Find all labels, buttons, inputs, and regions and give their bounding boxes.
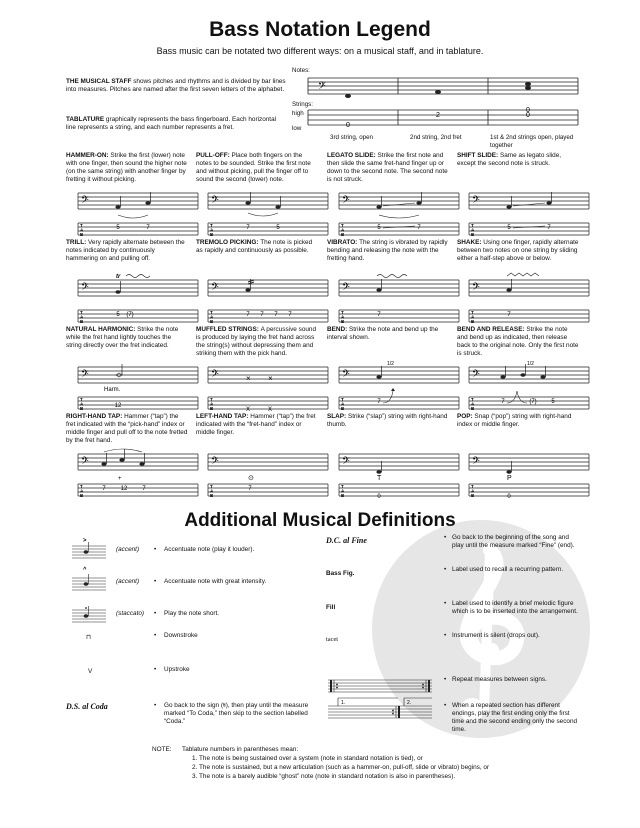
technique-description [196, 413, 318, 437]
svg-text:⊙: ⊙ [248, 475, 254, 482]
svg-text:T: T [80, 223, 83, 228]
svg-text:7: 7 [260, 312, 264, 318]
svg-text:X: X [245, 407, 251, 413]
svg-text:12: 12 [114, 403, 122, 409]
svg-text:0: 0 [526, 107, 530, 114]
technique-example-staff [78, 363, 203, 415]
svg-text:1.: 1. [341, 700, 346, 706]
technique-description [327, 152, 449, 184]
svg-text:B: B [471, 493, 475, 498]
svg-text:B: B [80, 232, 84, 237]
technique-text: Hammer (“tap”) the fret indicated with the “fret-hand” index or middle finger. [196, 413, 316, 436]
technique-example-staff [208, 276, 333, 328]
technique-label: SHAKE: [457, 239, 484, 246]
technique-description [457, 326, 579, 358]
svg-text:0: 0 [507, 494, 511, 500]
technique-description [327, 413, 449, 429]
technique-label: NATURAL HARMONIC: [66, 326, 138, 333]
bullet: • [444, 600, 447, 607]
definition-symbol-staff [72, 604, 112, 628]
definition-description: Label used to recall a recurring pattern. [452, 566, 564, 573]
definition-symbol-staff [72, 540, 112, 564]
svg-text:A: A [471, 401, 475, 407]
technique-label: RIGHT-HAND TAP: [66, 413, 125, 420]
svg-text:𝄢: 𝄢 [472, 455, 480, 469]
definition-description: Accentuate note with great intensity. [164, 578, 267, 585]
definition-description: When a repeated section has different endings, play the first ending only the first time and the second ending only the second time. [452, 702, 578, 733]
svg-text:7: 7 [102, 486, 106, 492]
svg-text:𝄢: 𝄢 [81, 281, 89, 295]
tablature-description [66, 116, 286, 132]
definition-term: D.C. al Fine [326, 536, 367, 545]
bullet: • [444, 534, 447, 541]
svg-text:T: T [210, 397, 213, 402]
technique-text: Using one finger, rapidly alternate between two notes on one string by sliding either a half-step above or below. [457, 239, 579, 262]
definition-term: D.S. al Coda [66, 702, 108, 711]
technique-description [66, 152, 188, 184]
svg-text:+: + [118, 476, 122, 482]
technique-label: BEND: [327, 326, 350, 333]
svg-text:A: A [471, 314, 475, 320]
svg-text:B: B [80, 493, 84, 498]
bullet: • [444, 676, 447, 683]
svg-text:B: B [210, 406, 214, 411]
high-label: high [292, 110, 304, 117]
svg-text:T: T [210, 223, 213, 228]
definition-term: tacet [326, 636, 339, 643]
svg-text:𝄢: 𝄢 [472, 368, 480, 382]
technique-description [457, 152, 579, 168]
svg-text:B: B [210, 493, 214, 498]
svg-text:T: T [471, 310, 474, 315]
bullet: • [154, 632, 157, 639]
svg-text:B: B [80, 406, 84, 411]
technique-example-staff [208, 450, 333, 502]
definition-description: Play the note short. [164, 610, 220, 617]
definition-description: Upstroke [164, 666, 190, 673]
definition-term: (accent) [116, 546, 140, 553]
caption-3rd-string: 3rd string, open [330, 134, 373, 141]
upstroke-icon: V [88, 668, 93, 675]
intro-tab-0: 0 [346, 122, 350, 129]
definition-description: Go back to the sign (𝄋), then play until the measure marked “To Coda,” then skip to the section labelled “Coda.” [164, 702, 309, 725]
strings-label: Strings: [292, 101, 313, 108]
svg-text:(7): (7) [529, 399, 537, 405]
technique-label: SLAP: [327, 413, 348, 420]
technique-text: The note is picked as rapidly and continuously as possible. [196, 239, 313, 254]
bullet: • [444, 632, 447, 639]
intro-staff-diagram [308, 74, 583, 134]
svg-text:1/2: 1/2 [387, 361, 394, 367]
svg-text:7: 7 [377, 399, 381, 405]
definition-term: Bass Fig. [326, 570, 355, 577]
technique-example-staff [469, 189, 594, 241]
technique-description [66, 239, 188, 263]
intro-tab-2: 2 [436, 112, 440, 119]
svg-text:𝄢: 𝄢 [342, 194, 350, 208]
svg-text:T: T [471, 397, 474, 402]
technique-label: TREMOLO PICKING: [196, 239, 261, 246]
technique-label: MUFFLED STRINGS: [196, 326, 261, 333]
technique-text: Strike the first note and then slide the same fret-hand finger up or down to the second note. The second note is not struck. [327, 152, 448, 183]
svg-text:𝄢: 𝄢 [342, 455, 350, 469]
technique-example-staff [78, 450, 203, 502]
svg-text:>: > [83, 538, 87, 544]
note-item-3: 3. The note is a barely audible “ghost” note (note in standard notation is also in parentheses). [192, 773, 456, 780]
svg-text:5: 5 [507, 225, 511, 231]
bullet: • [444, 566, 447, 573]
technique-example-staff [469, 363, 594, 415]
technique-example-staff [339, 276, 464, 328]
technique-description [66, 326, 188, 350]
notes-label: Notes: [292, 67, 310, 74]
svg-text:A: A [210, 488, 214, 494]
technique-label: PULL-OFF: [196, 152, 232, 159]
svg-text:P: P [507, 475, 512, 482]
svg-text:T: T [80, 397, 83, 402]
technique-label: HAMMER-ON: [66, 152, 111, 159]
technique-text: Strike the first (lower) note with one finger, then sound the higher note (on the same string) with another finger by fretting it without picking. [66, 152, 187, 183]
svg-text:T: T [80, 310, 83, 315]
svg-text:7: 7 [288, 312, 292, 318]
svg-text:7: 7 [146, 225, 150, 231]
technique-example-staff [339, 363, 464, 415]
endings-staff [328, 700, 438, 722]
svg-text:1/2: 1/2 [527, 361, 534, 367]
technique-description [196, 326, 318, 358]
svg-text:A: A [341, 488, 345, 494]
svg-text:7: 7 [417, 225, 421, 231]
svg-text:T: T [341, 397, 344, 402]
svg-text:𝄢: 𝄢 [81, 194, 89, 208]
definition-term: Fill [326, 604, 336, 611]
svg-text:12: 12 [120, 486, 128, 492]
svg-text:T: T [80, 484, 83, 489]
technique-label: LEGATO SLIDE: [327, 152, 378, 159]
svg-text:B: B [471, 406, 475, 411]
caption-2nd-string: 2nd string, 2nd fret [410, 134, 462, 141]
technique-description [196, 239, 318, 255]
svg-text:7: 7 [246, 312, 250, 318]
technique-text: A percussive sound is produced by laying the fret hand across the string(s) without depressing them and striking them with the pick hand. [196, 326, 317, 357]
technique-description [196, 152, 318, 184]
technique-label: BEND AND RELEASE: [457, 326, 527, 333]
svg-text:5: 5 [276, 225, 280, 231]
svg-text:𝄢: 𝄢 [81, 368, 89, 382]
definition-description: Label used to identify a brief melodic figure which is to be inserted into the arrangement. [452, 600, 578, 615]
note-label: NOTE: [152, 746, 172, 753]
svg-text:7: 7 [507, 312, 511, 318]
technique-example-staff [208, 189, 333, 241]
svg-text:B: B [341, 406, 345, 411]
svg-text:A: A [341, 314, 345, 320]
svg-text:𝄢: 𝄢 [211, 455, 219, 469]
technique-example-staff [469, 450, 594, 502]
svg-text:5: 5 [116, 312, 120, 318]
svg-text:A: A [471, 488, 475, 494]
svg-text:7: 7 [142, 486, 146, 492]
svg-text:T: T [471, 484, 474, 489]
technique-description [457, 239, 579, 263]
tablature-label: TABLATURE [66, 116, 105, 123]
technique-text: Same as legato slide, except the second note is struck. [457, 152, 562, 167]
svg-text:𝄢: 𝄢 [472, 194, 480, 208]
definition-description: Go back to the beginning of the song and play until the measure marked “Fine” (end). [452, 534, 575, 549]
svg-text:𝄢: 𝄢 [472, 281, 480, 295]
svg-text:T: T [341, 223, 344, 228]
technique-description [327, 326, 449, 342]
svg-text:7: 7 [274, 312, 278, 318]
technique-label: LEFT-HAND TAP: [196, 413, 251, 420]
technique-description [66, 413, 188, 445]
svg-text:A: A [80, 401, 84, 407]
technique-text: Snap (“pop”) string with right-hand index or middle finger. [457, 413, 572, 428]
technique-label: POP: [457, 413, 475, 420]
technique-example-staff [469, 276, 594, 328]
svg-text:B: B [210, 319, 214, 324]
definition-description: Accentuate note (play it louder). [164, 546, 255, 553]
bullet: • [154, 666, 157, 673]
svg-text:A: A [341, 227, 345, 233]
svg-text:B: B [210, 232, 214, 237]
svg-text:𝄢: 𝄢 [342, 368, 350, 382]
tablature-text: graphically represents the bass fingerboard. Each horizontal line represents a string, and each number represents a fret. [66, 116, 277, 131]
musical-staff-description [66, 78, 286, 94]
svg-text:A: A [210, 314, 214, 320]
note-item-2: 2. The note is sustained, but a new articulation (such as a hammer-on, pull-off, slide or vibrato) begins, or [192, 764, 490, 771]
svg-text:×: × [268, 374, 273, 383]
technique-label: TRILL: [66, 239, 89, 246]
svg-text:Harm.: Harm. [104, 387, 121, 393]
svg-text:𝄢: 𝄢 [318, 80, 326, 94]
svg-text:A: A [471, 227, 475, 233]
technique-text: The string is vibrated by rapidly bending and releasing the note with the fretting hand. [327, 239, 448, 262]
definition-description: Downstroke [164, 632, 198, 639]
technique-text: Very rapidly alternate between the notes indicated by continuously hammering on and pulling off. [66, 239, 185, 262]
bullet: • [154, 610, 157, 617]
technique-example-staff [78, 189, 203, 241]
bullet: • [154, 578, 157, 585]
svg-text:𝄢: 𝄢 [211, 281, 219, 295]
note-item-1: 1. The note is being sustained over a system (note in standard notation is tied), or [192, 755, 423, 762]
svg-text:A: A [80, 314, 84, 320]
definition-symbol-staff [72, 567, 112, 596]
technique-example-staff [208, 363, 333, 415]
svg-text:A: A [210, 227, 214, 233]
svg-text:X: X [267, 407, 273, 413]
svg-text:B: B [341, 319, 345, 324]
svg-text:5: 5 [551, 399, 555, 405]
technique-example-staff [339, 450, 464, 502]
svg-text:𝄢: 𝄢 [211, 368, 219, 382]
svg-text:𝄢: 𝄢 [81, 455, 89, 469]
technique-text: Hammer (“tap”) the fret indicated with the “pick-hand” index or middle finger and pull off to the note fretted by the fret hand. [66, 413, 188, 444]
svg-text:7: 7 [377, 312, 381, 318]
svg-text:7: 7 [248, 486, 252, 492]
svg-text:T: T [210, 310, 213, 315]
caption-1st-2nd: 1st & 2nd strings open, played together [490, 134, 574, 149]
svg-text:T: T [341, 484, 344, 489]
definition-description: Repeat measures between signs. [452, 676, 547, 683]
definition-term: (staccato) [116, 610, 145, 617]
page-subtitle: Bass music can be notated two different ways: on a musical staff, and in tablature. [156, 46, 484, 56]
bullet: • [154, 546, 157, 553]
svg-text:7: 7 [547, 225, 551, 231]
low-label: low [292, 125, 302, 132]
svg-text:𝄢: 𝄢 [342, 281, 350, 295]
technique-label: SHIFT SLIDE: [457, 152, 500, 159]
technique-text: Strike the note and bend up the interval shown. [327, 326, 439, 341]
technique-text: Strike the note while the fret hand lightly touches the string directly over the fret indicated. [66, 326, 179, 349]
note-intro: Tablature numbers in parentheses mean: [182, 746, 299, 753]
musical-staff-text: shows pitches and rhythms and is divided by bar lines into measures. Pitches are named after the first seven letters of the alphabet. [66, 78, 286, 93]
technique-text: Strike (“slap”) string with right-hand thumb. [327, 413, 448, 428]
technique-label: VIBRATO: [327, 239, 360, 246]
bullet: • [444, 702, 447, 709]
technique-example-staff [78, 276, 203, 328]
musical-staff-label: THE MUSICAL STAFF [66, 78, 132, 85]
svg-text:T: T [377, 475, 382, 482]
svg-text:0: 0 [526, 112, 530, 119]
svg-text:A: A [80, 488, 84, 494]
svg-text:B: B [80, 319, 84, 324]
bullet: • [154, 702, 157, 709]
svg-text:7: 7 [501, 399, 505, 405]
svg-text:^: ^ [83, 567, 87, 573]
svg-text:A: A [210, 401, 214, 407]
svg-text:T: T [210, 484, 213, 489]
technique-example-staff [339, 189, 464, 241]
svg-text:tr: tr [116, 274, 121, 280]
technique-text: Strike the note and bend up as indicated, then release back to the original note. Only the first note is struck. [457, 326, 579, 357]
svg-text:×: × [246, 374, 251, 383]
definition-term: (accent) [116, 578, 140, 585]
svg-text:5: 5 [116, 225, 120, 231]
technique-text: Place both fingers on the notes to be sounded. Strike the first note and without picking, pull the finger off to sound the second (lower) note. [196, 152, 311, 183]
svg-text:(7): (7) [126, 312, 134, 318]
svg-text:T: T [471, 223, 474, 228]
technique-description [327, 239, 449, 263]
definition-description: Instrument is silent (drops out). [452, 632, 540, 639]
svg-text:T: T [341, 310, 344, 315]
technique-description [457, 413, 579, 429]
svg-text:B: B [471, 319, 475, 324]
repeat-signs-staff [328, 674, 438, 696]
svg-text:𝄢: 𝄢 [211, 194, 219, 208]
svg-text:2.: 2. [407, 700, 412, 706]
downstroke-icon: ⊓ [86, 634, 91, 641]
svg-text:A: A [341, 401, 345, 407]
svg-text:0: 0 [377, 494, 381, 500]
page-title: Bass Notation Legend [209, 18, 431, 41]
svg-text:B: B [341, 232, 345, 237]
svg-text:B: B [471, 232, 475, 237]
svg-text:A: A [80, 227, 84, 233]
svg-text:5: 5 [377, 225, 381, 231]
svg-text:7: 7 [246, 225, 250, 231]
definitions-title: Additional Musical Definitions [184, 510, 456, 531]
svg-text:B: B [341, 493, 345, 498]
